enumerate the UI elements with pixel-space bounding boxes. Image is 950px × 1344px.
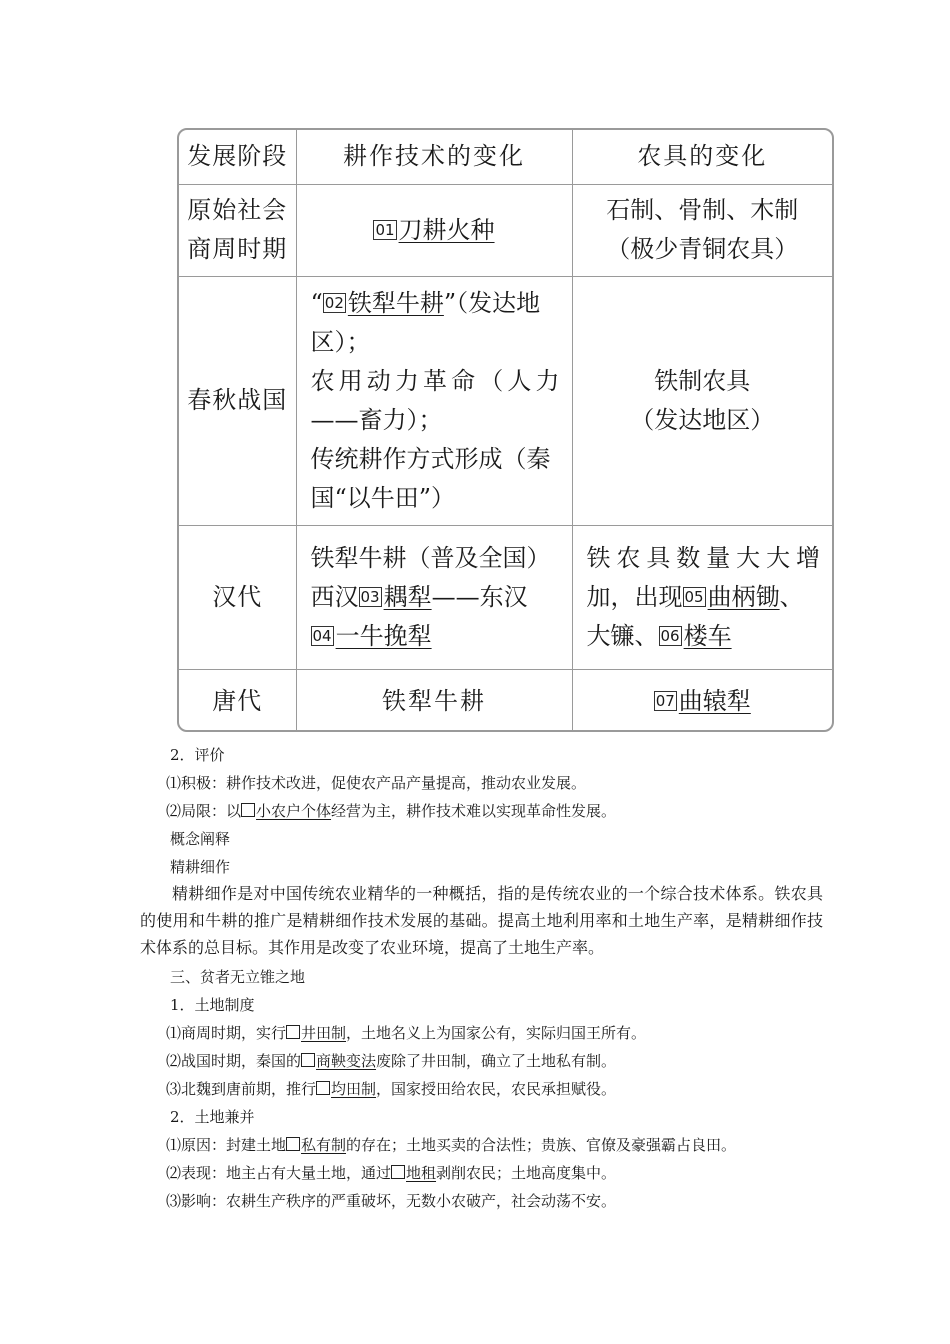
tech-line	[311, 578, 560, 617]
tech-line: ——畜力）；	[310, 405, 443, 434]
tools-cell	[572, 276, 832, 525]
table-header-row	[179, 130, 832, 184]
text-span: ⑴原因：封建土地	[166, 1136, 287, 1154]
answer-number: 06	[660, 626, 680, 645]
land-item	[166, 1050, 616, 1071]
answer-blank	[323, 289, 444, 317]
tools-line: 石制、骨制、木制	[606, 196, 799, 224]
header-tech: 耕作技术的变化	[296, 130, 572, 184]
text-span: 的存在；土地买卖的合法性；贵族、官僚及豪强霸占良田。	[346, 1136, 737, 1154]
merge-item	[166, 1162, 616, 1183]
agriculture-table	[179, 130, 832, 732]
tools-cell	[572, 525, 832, 669]
table-row	[179, 669, 832, 732]
answer-text: 小农户个体	[256, 802, 332, 820]
tech-cell	[296, 525, 572, 669]
table-row	[179, 184, 832, 276]
land-item	[166, 1078, 616, 1099]
tech-cell: 铁犁牛耕	[296, 669, 572, 732]
concept-heading: 概念阐释	[170, 830, 231, 848]
tools-cell	[572, 184, 832, 276]
tech-line: 区）；	[310, 327, 371, 356]
answer-number: 07	[655, 692, 675, 711]
answer-number: 01	[375, 220, 395, 239]
answer-text: 铁犁牛耕	[347, 288, 444, 317]
answer-text: 均田制	[331, 1080, 377, 1098]
stage-line: 商周时期	[187, 235, 288, 263]
tech-line: 传统耕作方式形成（秦	[310, 444, 551, 473]
answer-text: 地租	[406, 1164, 437, 1182]
answer-text: 井田制	[301, 1024, 347, 1042]
answer-text: 楼车	[683, 621, 732, 650]
answer-text: 耦犁	[383, 582, 432, 611]
answer-blank	[654, 687, 751, 715]
answer-text: 曲柄锄	[707, 582, 780, 611]
eval-item	[166, 800, 616, 821]
tools-line	[587, 578, 821, 617]
text-span: ⑵表现：地主占有大量土地，通过	[166, 1164, 392, 1182]
tech-text: ——东汉	[431, 582, 528, 611]
header-tools: 农具的变化	[572, 130, 832, 184]
blank-box-icon	[316, 1081, 330, 1095]
table-row	[179, 276, 832, 525]
tools-text: 、	[779, 582, 804, 611]
stage-cell: 汉代	[179, 525, 296, 669]
stage-cell: 唐代	[179, 669, 296, 732]
quote-open: “	[310, 288, 323, 317]
answer-blank	[311, 622, 432, 650]
table-row	[179, 525, 832, 669]
blank-box-icon	[241, 803, 255, 817]
blank-box-icon	[301, 1053, 315, 1067]
answer-number: 04	[312, 626, 332, 645]
stage-cell: 春秋战国	[179, 276, 296, 525]
tech-cell	[296, 276, 572, 525]
text-span: ⑵战国时期，秦国的	[166, 1052, 302, 1070]
term-heading: 精耕细作	[170, 858, 231, 876]
text-span: 经营为主，耕作技术难以实现革命性发展。	[331, 802, 617, 820]
answer-text: 刀耕火种	[398, 215, 495, 244]
tools-line: （极少青铜农具）	[606, 235, 799, 263]
merge-title: 2．土地兼并	[170, 1108, 255, 1126]
merge-item	[166, 1134, 736, 1155]
stage-line: 原始社会	[187, 196, 288, 224]
history-table	[177, 128, 834, 732]
stage-cell	[179, 184, 296, 276]
tech-line: 国“以牛田”）	[310, 483, 456, 512]
tools-text: 加，出现	[586, 582, 683, 611]
blank-box-icon	[286, 1025, 300, 1039]
land-item	[166, 1022, 646, 1043]
text-span: ⑵局限：以	[166, 802, 242, 820]
answer-number: 03	[360, 587, 380, 606]
tools-line: （发达地区）	[630, 405, 775, 434]
answer-blank	[659, 622, 732, 650]
answer-blank	[373, 216, 494, 244]
answer-text: 私有制	[301, 1136, 347, 1154]
tech-cell	[296, 184, 572, 276]
tech-line	[311, 284, 560, 323]
answer-number: 02	[324, 293, 344, 312]
tech-text: 西汉	[310, 582, 359, 611]
blank-box-icon	[286, 1137, 300, 1151]
tools-line	[587, 617, 821, 656]
text-span: ⑶北魏到唐前期，推行	[166, 1080, 317, 1098]
eval-title: 2．评价	[170, 746, 225, 764]
tools-text: 大镰、	[586, 621, 659, 650]
text-span: 废除了井田制，确立了土地私有制。	[376, 1052, 617, 1070]
concept-paragraph: 精耕细作是对中国传统农业精华的一种概括，指的是传统农业的一个综合技术体系。铁农具的使用和牛耕的推广是精耕细作技术发展的基础。提高土地利用率和土地生产率，是精耕细作技术体系的总目标。其作用是改变了农业环境，提高了土地生产率。	[140, 884, 823, 957]
tools-line: 铁制农具	[654, 366, 751, 395]
header-stage: 发展阶段	[179, 130, 296, 184]
section-heading: 三、贫者无立锥之地	[170, 968, 306, 986]
answer-blank	[683, 583, 780, 611]
text-span: ，土地名义上为国家公有，实际归国王所有。	[346, 1024, 647, 1042]
tech-line	[311, 617, 560, 656]
eval-item: ⑴积极：耕作技术改进，促使农产品产量提高，推动农业发展。	[166, 774, 587, 792]
tools-line: 铁农具数量大大增	[586, 543, 820, 572]
text-span: ⑴商周时期，实行	[166, 1024, 287, 1042]
land-title: 1．土地制度	[170, 996, 255, 1014]
text-span: 剥削农民；土地高度集中。	[436, 1164, 617, 1182]
tech-text: ”（发达地	[443, 288, 541, 317]
answer-text: 曲辕犁	[678, 687, 751, 716]
answer-number: 05	[684, 587, 704, 606]
tech-line: 农用动力革命（人力	[310, 366, 560, 395]
tech-line: 铁犁牛耕（普及全国）	[310, 543, 551, 572]
tools-cell	[572, 669, 832, 732]
blank-box-icon	[391, 1165, 405, 1179]
answer-text: 商鞅变法	[316, 1052, 377, 1070]
text-span: ，国家授田给农民，农民承担赋役。	[376, 1080, 617, 1098]
merge-item: ⑶影响：农耕生产秩序的严重破坏，无数小农破产，社会动荡不安。	[166, 1192, 617, 1210]
answer-text: 一牛挽犁	[335, 621, 432, 650]
answer-blank	[359, 583, 432, 611]
